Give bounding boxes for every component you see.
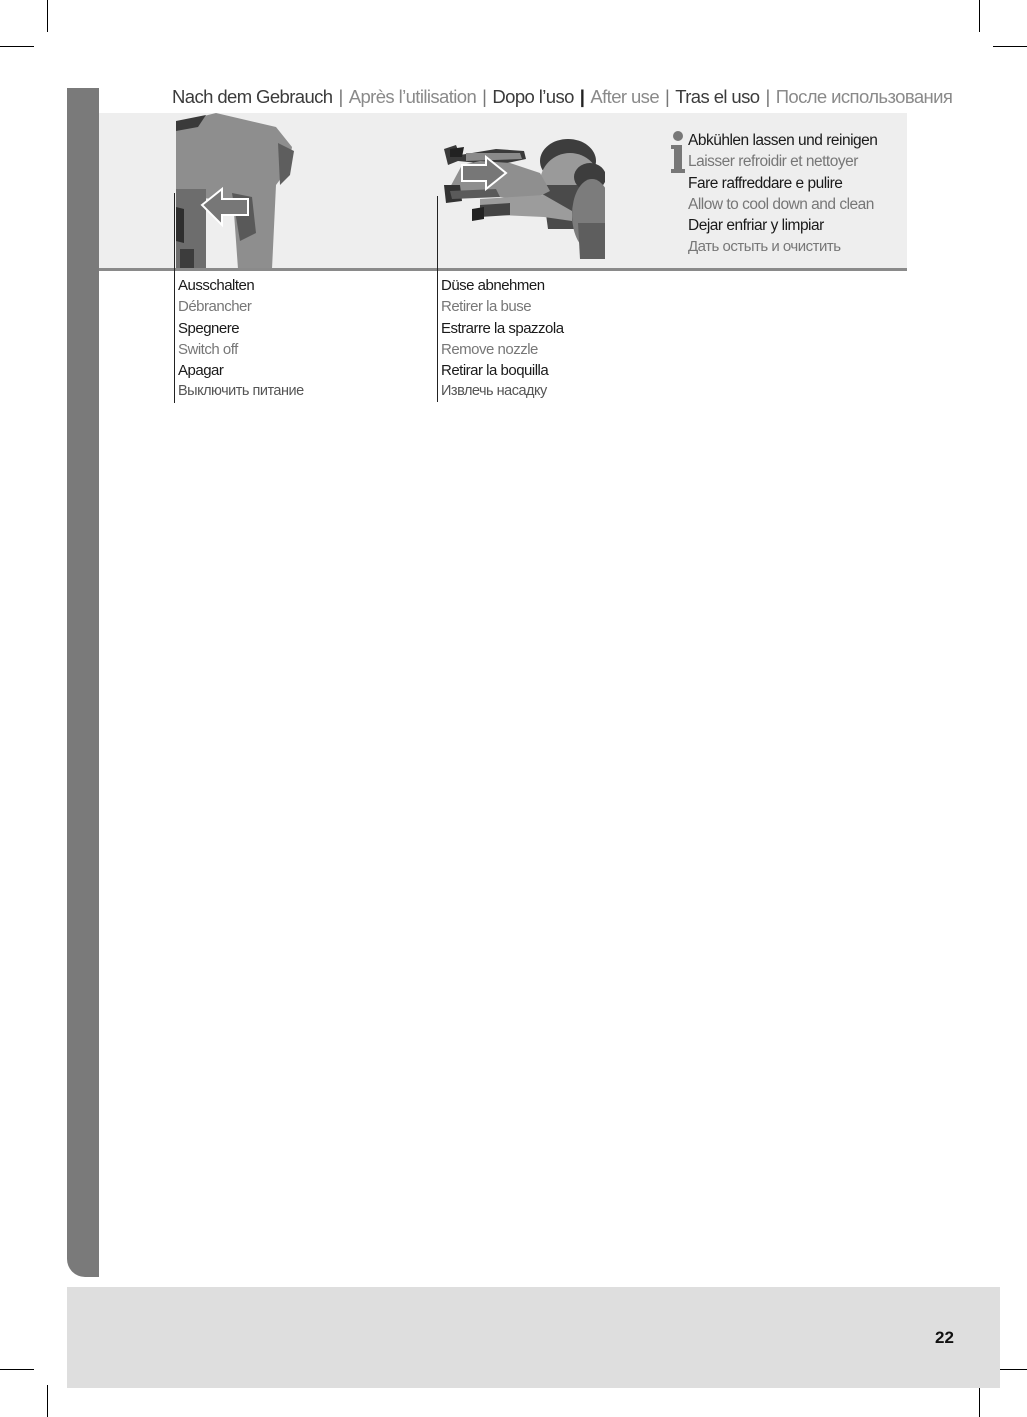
info-line-es: Dejar enfriar y limpiar	[688, 217, 824, 235]
title-es: Tras el uso	[675, 86, 760, 107]
title-separator: |	[482, 86, 487, 107]
step-remove-nozzle	[441, 275, 564, 403]
step-2-line-ru: Извлечь насадку	[441, 383, 547, 400]
title-de: Nach dem Gebrauch	[172, 86, 333, 107]
step-1-guide-line	[174, 193, 175, 403]
side-tab-bar	[67, 88, 99, 1277]
crop-mark	[993, 46, 1027, 47]
crop-mark	[979, 1385, 980, 1417]
title-separator: |	[338, 86, 343, 107]
remove-nozzle-illustration	[440, 135, 605, 261]
step-switch-off	[178, 275, 304, 403]
info-line-it: Fare raffreddare e pulire	[688, 174, 843, 192]
title-separator: |	[665, 86, 670, 107]
info-line-de: Abkühlen lassen und reinigen	[688, 132, 878, 149]
info-line-ru: Дать остыть и очистить	[688, 238, 841, 256]
step-2-line-fr: Retirer la buse	[441, 298, 532, 316]
step-1-line-en: Switch off	[178, 340, 238, 358]
info-line-fr: Laisser refroidir et nettoyer	[688, 153, 858, 171]
step-1-line-fr: Débrancher	[178, 298, 252, 316]
info-note	[688, 130, 877, 258]
crop-mark	[47, 0, 48, 32]
title-ru: После использования	[775, 86, 953, 107]
title-en: After use	[590, 86, 660, 107]
band-divider	[99, 268, 907, 271]
switch-off-illustration	[176, 113, 309, 269]
info-line-en: Allow to cool down and clean	[688, 195, 874, 213]
crop-mark	[979, 0, 980, 32]
step-1-line-de: Ausschalten	[178, 277, 255, 294]
title-it: Dopo l’uso	[492, 86, 574, 107]
step-1-line-ru: Выключить питание	[178, 383, 304, 400]
step-2-line-es: Retirar la boquilla	[441, 362, 549, 380]
section-title	[172, 84, 953, 110]
crop-mark	[0, 1369, 34, 1370]
title-separator: |	[765, 86, 770, 107]
title-fr: Après l’utilisation	[348, 86, 477, 107]
step-2-guide-line	[437, 196, 438, 402]
step-2-line-it: Estrarre la spazzola	[441, 319, 564, 337]
step-2-line-de: Düse abnehmen	[441, 277, 545, 294]
step-2-line-en: Remove nozzle	[441, 340, 538, 358]
page-number: 22	[935, 1328, 954, 1347]
footer-band	[67, 1287, 1000, 1388]
info-icon	[668, 131, 686, 175]
title-separator: |	[579, 86, 585, 107]
step-1-line-es: Apagar	[178, 362, 224, 380]
step-1-line-it: Spegnere	[178, 319, 240, 337]
crop-mark	[47, 1385, 48, 1417]
crop-mark	[0, 46, 34, 47]
